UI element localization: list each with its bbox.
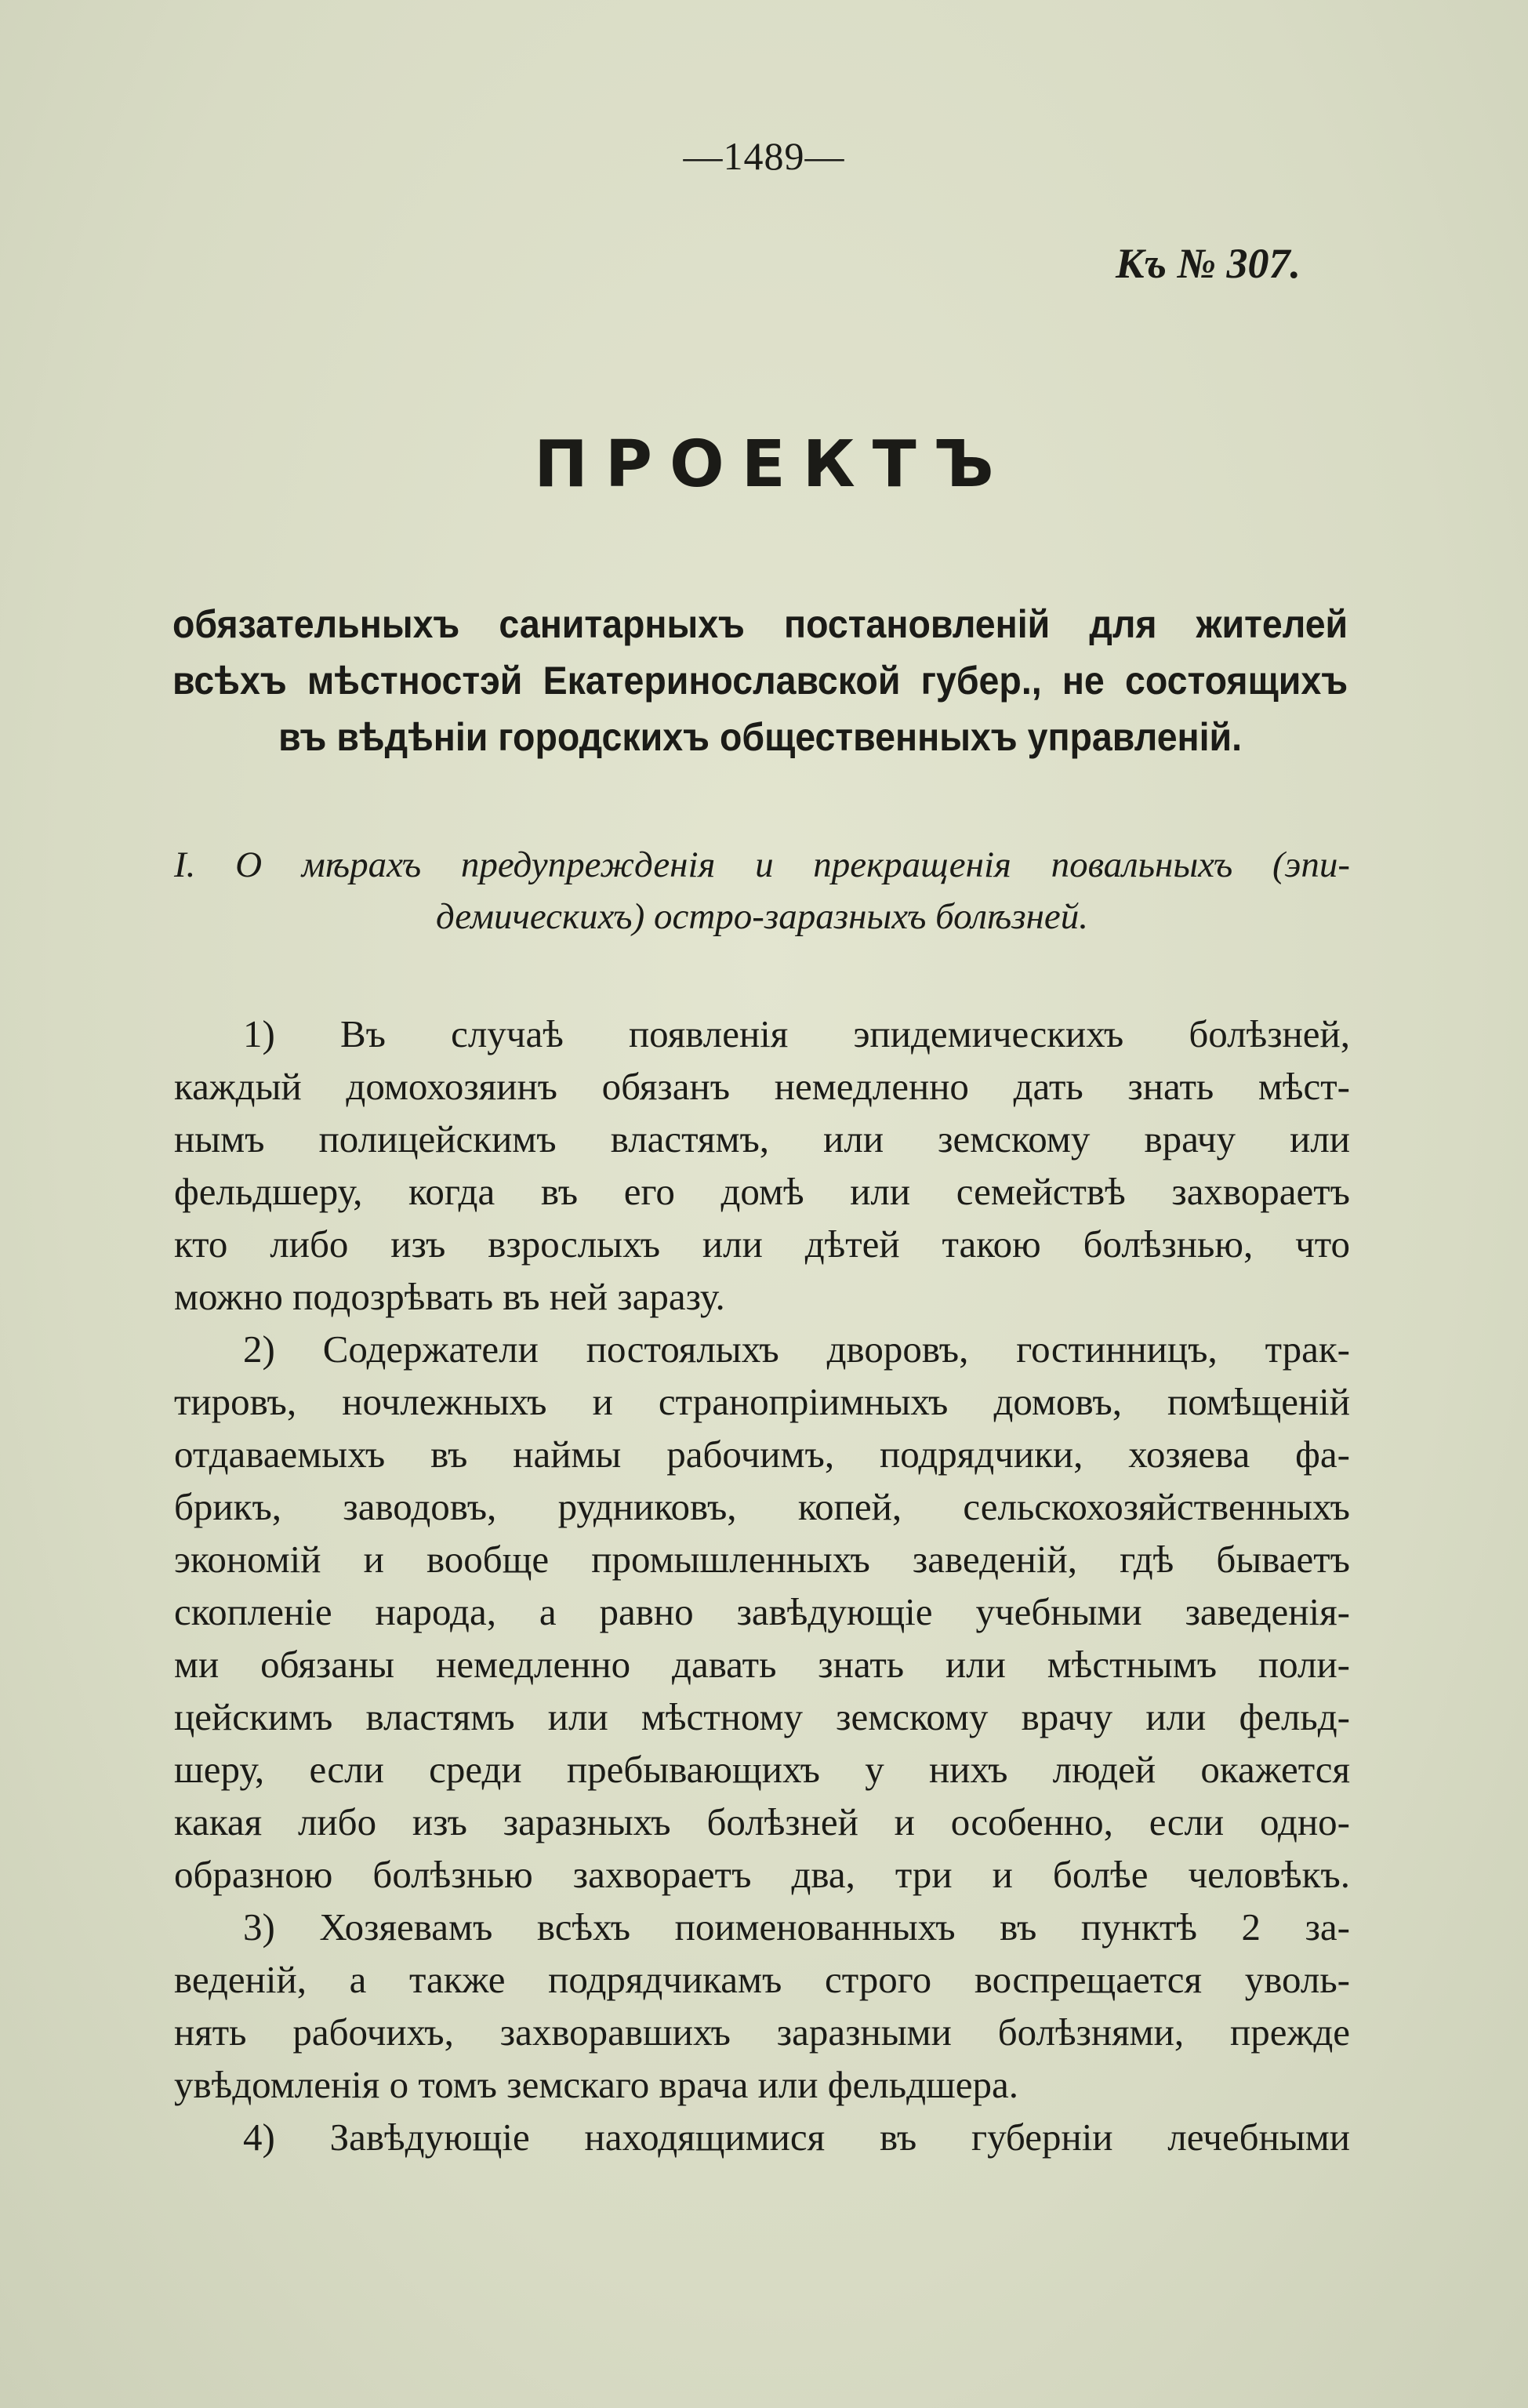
section-heading <box>174 839 1350 942</box>
text-line: каждый домохозяинъ обязанъ немедленно дать знать мѣст- <box>174 1065 1350 1108</box>
text-line: какая либо изъ заразныхъ болѣзней и особенно, если одно- <box>174 1800 1350 1843</box>
text-line: фельдшеру, когда въ его домѣ или семействѣ захвораетъ <box>174 1170 1350 1213</box>
text-line: кто либо изъ взрослыхъ или дѣтей такою болѣзнью, что <box>174 1222 1350 1266</box>
page-number: —1489— <box>683 134 845 178</box>
text-line: образною болѣзнью захвораетъ два, три и болѣе человѣкъ. <box>174 1853 1350 1896</box>
subtitle-line: въ вѣдѣніи городскихъ общественныхъ управленій. <box>278 715 1243 759</box>
document-subtitle <box>172 596 1348 765</box>
text-line: 4) Завѣдующіе находящимися въ губерніи лечебными <box>243 2116 1350 2159</box>
text-line: отдаваемыхъ въ наймы рабочимъ, подрядчики, хозяева фа- <box>174 1433 1350 1476</box>
text-line: 2) Содержатели постоялыхъ дворовъ, гостинницъ, трак- <box>243 1327 1350 1371</box>
subtitle-line: всѣхъ мѣстностэй Екатеринославской губер., не состоящихъ <box>172 659 1348 703</box>
body-text <box>174 1008 1350 2163</box>
document-title: ПРОЕКТЪ <box>534 427 1011 502</box>
text-line: шеру, если среди пребывающихъ у нихъ людей окажется <box>174 1748 1350 1791</box>
text-line: веденій, а также подрядчикамъ строго воспрещается уволь- <box>174 1958 1350 2001</box>
section-heading-line: демическихъ) остро-заразныхъ болѣзней. <box>435 896 1089 937</box>
reference-number: Къ № 307. <box>1116 240 1301 287</box>
section-heading-line: I. О мѣрахъ предупрежденія и прекращенія повальныхъ (эпи- <box>174 844 1350 885</box>
text-line: 1) Въ случаѣ появленія эпидемическихъ болѣзней, <box>243 1012 1350 1055</box>
text-line: скопленіе народа, а равно завѣдующіе учебными заведенія- <box>174 1590 1350 1633</box>
text-line: увѣдомленія о томъ земскаго врача или фельдшера. <box>174 2063 1018 2106</box>
text-line: ми обязаны немедленно давать знать или мѣстнымъ поли- <box>174 1643 1350 1686</box>
text-line: можно подозрѣвать въ ней заразу. <box>174 1275 725 1318</box>
text-line: экономій и вообще промышленныхъ заведеній, гдѣ бываетъ <box>174 1538 1350 1581</box>
text-line: цейскимъ властямъ или мѣстному земскому врачу или фельд- <box>174 1695 1350 1738</box>
text-line: нять рабочихъ, захворавшихъ заразными болѣзнями, прежде <box>174 2010 1350 2054</box>
text-line: 3) Хозяевамъ всѣхъ поименованныхъ въ пунктѣ 2 за- <box>243 1905 1350 1949</box>
subtitle-line: обязательныхъ санитарныхъ постановленій для жителей <box>172 602 1348 646</box>
text-line: нымъ полицейскимъ властямъ, или земскому врачу или <box>174 1117 1350 1160</box>
text-line: брикъ, заводовъ, рудниковъ, копей, сельскохозяйственныхъ <box>174 1485 1350 1528</box>
text-line: тировъ, ночлежныхъ и странопріимныхъ домовъ, помѣщеній <box>174 1380 1350 1423</box>
